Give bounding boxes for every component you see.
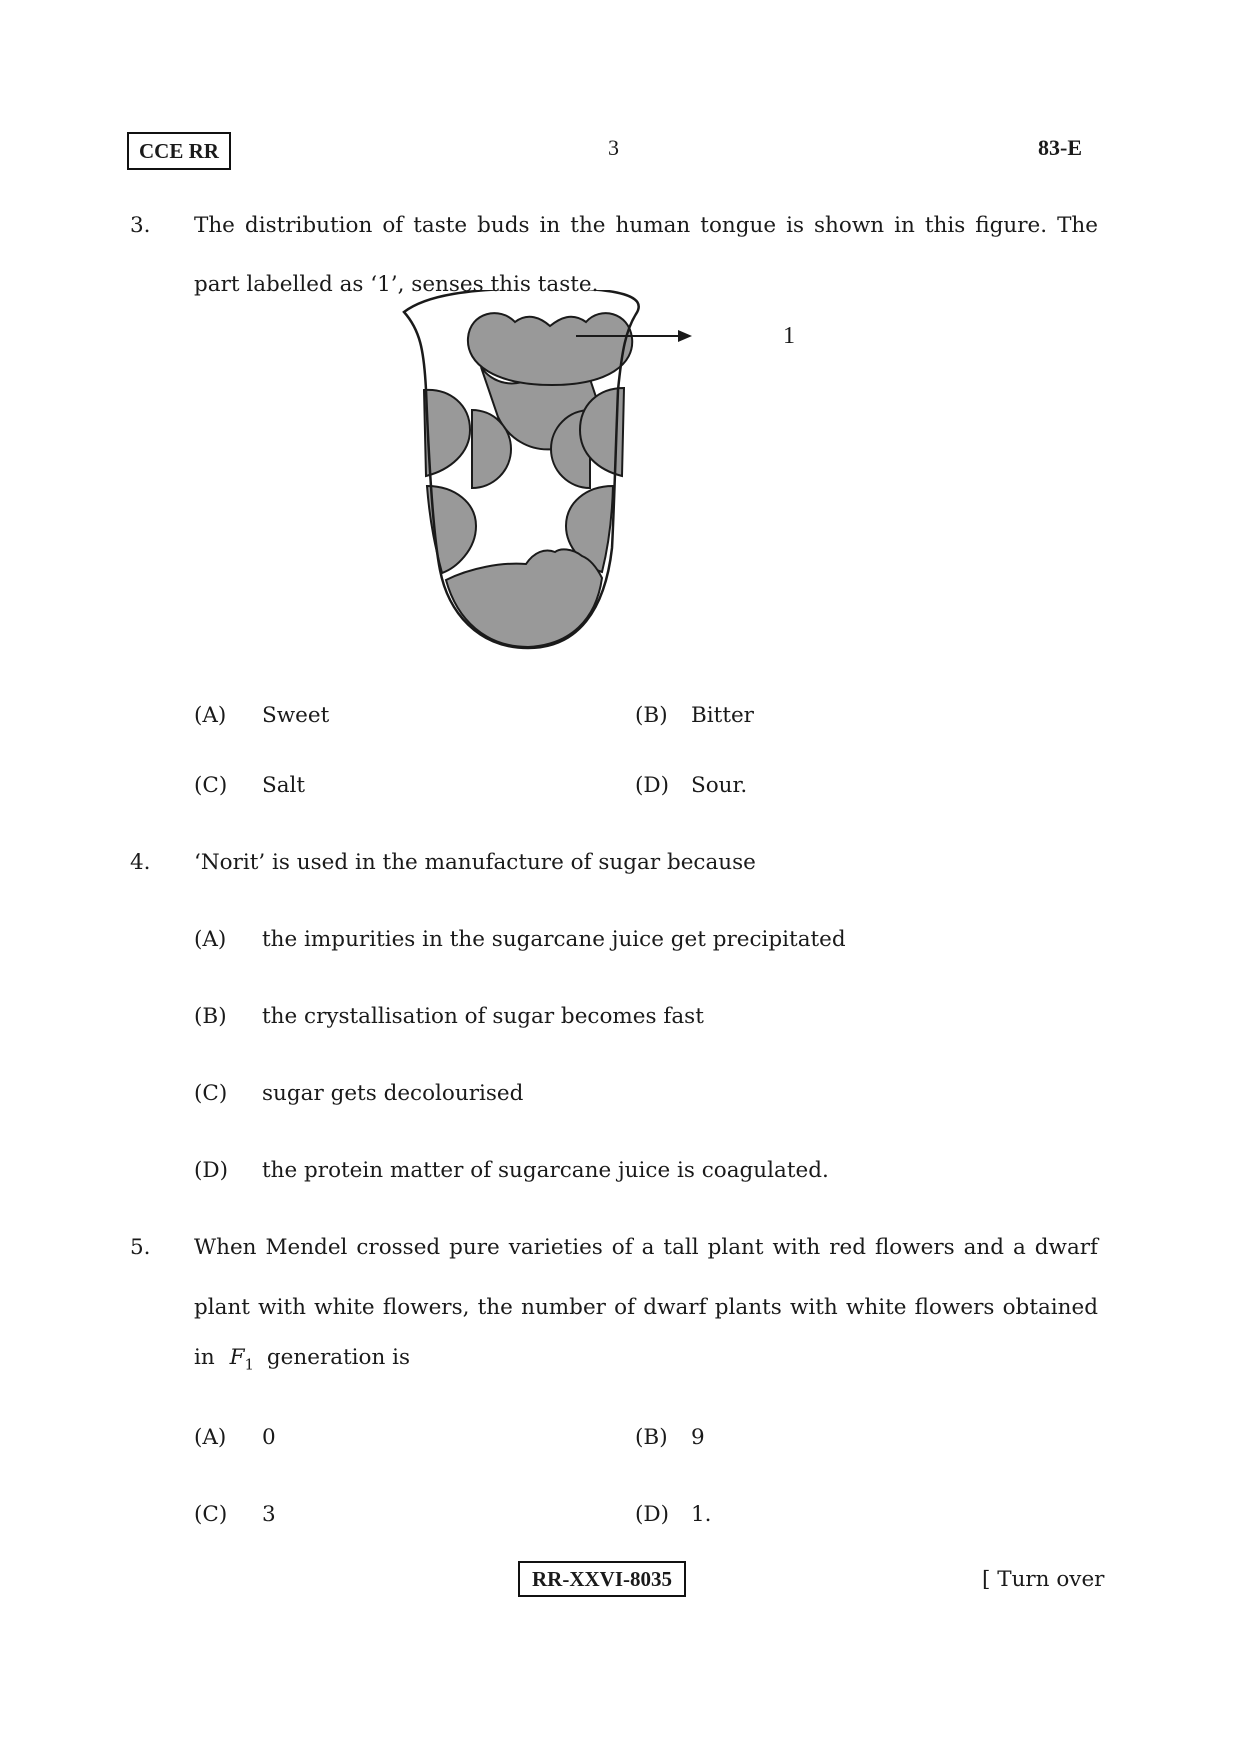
option-letter: (D) — [635, 1502, 670, 1527]
option-text: the protein matter of sugarcane juice is coagulated. — [262, 1158, 829, 1183]
option-text: Bitter — [691, 703, 754, 728]
line-suffix: generation is — [266, 1345, 411, 1370]
option-text: the impurities in the sugarcane juice get precipitated — [262, 927, 846, 952]
tongue-figure — [400, 290, 840, 670]
question-number: 5. — [130, 1235, 151, 1260]
question-text-line: part labelled as ‘1’, senses this taste. — [194, 272, 599, 297]
option-letter: (A) — [194, 703, 227, 728]
question-number: 3. — [130, 213, 151, 238]
option-letter: (C) — [194, 1502, 228, 1527]
option-text: 3 — [262, 1502, 276, 1527]
option-letter: (C) — [194, 773, 228, 798]
option-letter: (B) — [194, 1004, 227, 1029]
turn-over-note: [ Turn over — [982, 1567, 1105, 1592]
variable-f: F — [229, 1345, 245, 1370]
option-letter: (D) — [194, 1158, 229, 1183]
option-text: 9 — [691, 1425, 705, 1450]
region-tip — [446, 549, 602, 647]
line-prefix: in — [194, 1345, 215, 1370]
footer-code-box: RR-XXVI-8035 — [518, 1561, 686, 1597]
option-text: Salt — [262, 773, 306, 798]
question-text-line — [194, 1344, 410, 1378]
paper-code: 83-E — [1038, 135, 1082, 160]
label-arrow-head — [678, 330, 692, 342]
option-text: Sour. — [691, 773, 748, 798]
region-left-upper — [424, 390, 470, 476]
page-number: 3 — [608, 135, 619, 160]
question-text-line: When Mendel crossed pure varieties of a tall plant with red flowers and a dwarf — [194, 1235, 1098, 1260]
option-text: 0 — [262, 1425, 276, 1450]
variable-subscript: 1 — [244, 1355, 255, 1374]
region-1-back — [468, 313, 632, 385]
option-letter: (D) — [635, 773, 670, 798]
header-left-box: CCE RR — [127, 132, 231, 170]
option-text: 1. — [691, 1502, 712, 1527]
question-text-line: ‘Norit’ is used in the manufacture of sugar because — [194, 850, 756, 875]
option-text: Sweet — [262, 703, 330, 728]
option-text: sugar gets decolourised — [262, 1081, 524, 1106]
option-letter: (C) — [194, 1081, 228, 1106]
question-text-line: The distribution of taste buds in the human tongue is shown in this figure. The — [194, 213, 1098, 238]
option-letter: (A) — [194, 1425, 227, 1450]
option-letter: (A) — [194, 927, 227, 952]
question-text-line: plant with white flowers, the number of dwarf plants with white flowers obtained — [194, 1295, 1098, 1320]
figure-label-1: 1 — [783, 323, 795, 349]
option-text: the crystallisation of sugar becomes fast — [262, 1004, 704, 1029]
question-number: 4. — [130, 850, 151, 875]
option-letter: (B) — [635, 1425, 668, 1450]
option-letter: (B) — [635, 703, 668, 728]
